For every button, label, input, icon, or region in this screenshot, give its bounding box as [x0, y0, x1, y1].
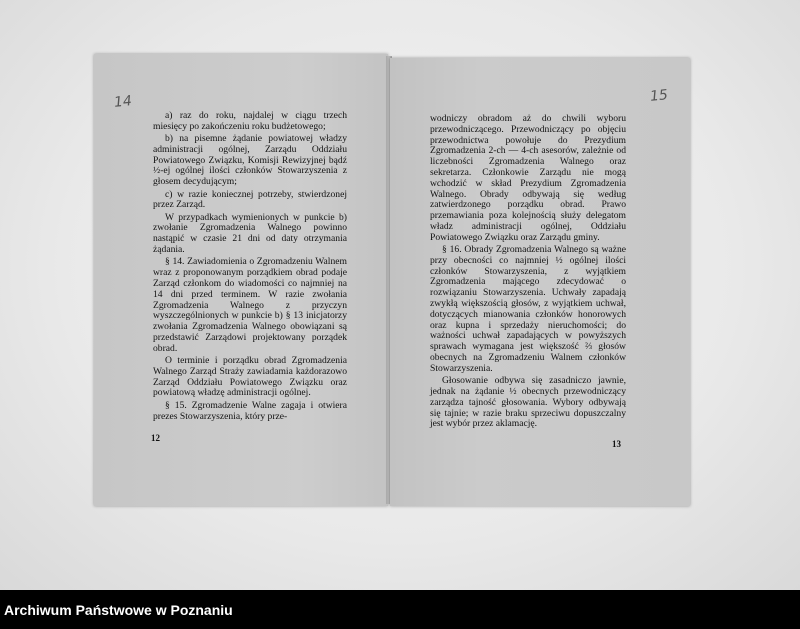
right-page-number: 13	[612, 439, 621, 449]
right-handwritten-number: 15	[649, 87, 669, 105]
open-booklet	[94, 54, 690, 506]
left-page-number: 12	[151, 433, 160, 443]
right-page	[390, 58, 690, 506]
left-paragraph: a) raz do roku, najdalej w ciągu trzech miesięcy po zakończeniu roku budżetowego;	[153, 110, 347, 132]
left-paragraph: W przypadkach wymienionych w punkcie b) zwołanie Zgromadzenia Walnego powinno nastąpić w czasie 21 dni od daty otrzymania żądania.	[153, 211, 347, 256]
archive-footer	[0, 590, 800, 629]
left-handwritten-number: 14	[113, 93, 133, 111]
archive-name: Archiwum Państwowe w Poznaniu	[4, 602, 233, 618]
left-paragraph: O terminie i porządku obrad Zgromadzenia Walnego Zarząd Straży zawiadamia każdorazowo Zarząd Oddziału Powiatowego Związku oraz powiatową władzę administracji ogólnej.	[153, 355, 347, 399]
left-paragraph: § 14. Zawiadomienia o Zgromadzeniu Walnem wraz z proponowanym porządkiem obrad podaje Zarząd członkom do wiadomości co najmniej na 14 dni przed terminem. W razie zwołania Zgromadzenia Walnego z przyczyn wyszczególnionych w punkcie b) § 13 inicjatorzy zwołania Zgromadzenia Walnego obowiązani są przedstawić Zarządowi projektowany porządek obrad.	[153, 256, 347, 354]
left-paragraph: c) w razie koniecznej potrzeby, stwierdzonej przez Zarząd.	[153, 188, 347, 211]
left-page	[94, 54, 388, 506]
left-paragraph: § 15. Zgromadzenie Walne zagaja i otwiera prezes Stowarzyszenia, który prze-	[153, 399, 347, 422]
left-page-text	[153, 111, 347, 422]
right-paragraph: Głosowanie odbywa się zasadniczo jawnie, jednak na żądanie ½ obecnych przewodniczący zarządza tajność głosowania. Wybory odbywają się tajnie; w razie braku sprzeciwu dopuszczalny jest wybór przez aklamację.	[430, 375, 626, 430]
right-paragraph: wodniczy obradom aż do chwili wyboru przewodniczącego. Przewodniczący po objęciu przewodnictwa powołuje do Prezydium Zgromadzenia 2-ch — 4-ch asesorów, zależnie od liczebności Zgromadzenia Walnego oraz sekretarza. Członkowie Zarządu nie mogą wchodzić w skład Prezydium Zgromadzenia Walnego. Obrady odbywają się według zatwierdzonego porządku obrad. Prawo przemawiania poza kolejnością służy delegatom władz administracji ogólnej, Oddziału Powiatowego Związku oraz Zarządu gminy.	[430, 113, 626, 243]
right-paragraph: § 16. Obrady Zgromadzenia Walnego są ważne przy obecności co najmniej ½ ogólnej ilości członków Stowarzyszenia, z wyjątkiem Zgromadzenia mającego zdecydować o rozwiązaniu Stowarzyszenia. Uchwały zapadają zwykłą większością głosów, z wyjątkiem uchwał, dotyczących mianowania członków honorowych oraz kupna i sprzedaży nieruchomości; do ważności uchwał zapadających w powyższych sprawach wymagana jest większość ⅔ głosów obecnych na Zgromadzeniu Walnem członków Stowarzyszenia.	[430, 244, 626, 374]
right-page-text	[430, 114, 626, 430]
left-paragraph: b) na pisemne żądanie powiatowej władzy administracji ogólnej, Zarządu Oddziału Powiatowego Związku, Komisji Rewizyjnej bądź ½-ej ogólnej ilości członków Stowarzyszenia z głosem decydującym;	[153, 133, 347, 188]
